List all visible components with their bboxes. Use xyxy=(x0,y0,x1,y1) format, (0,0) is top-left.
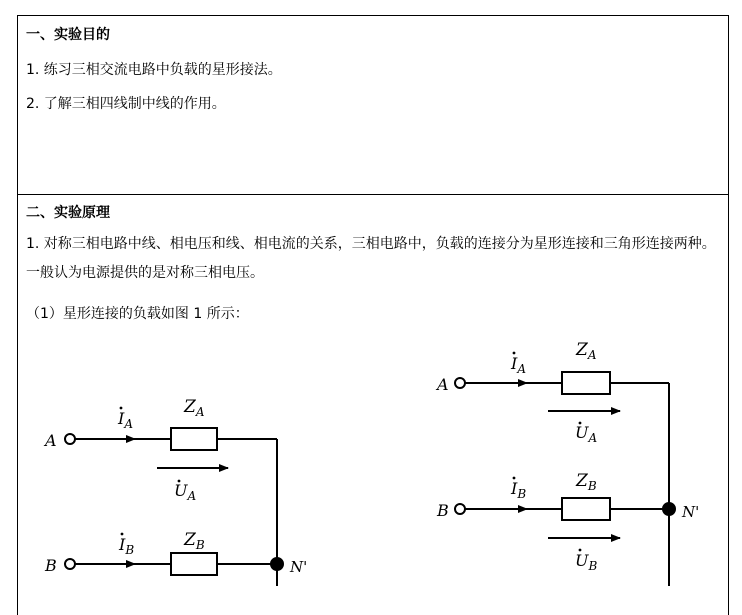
zb-left: $Z_B$ xyxy=(184,530,205,552)
ua-left: $U_A$ xyxy=(174,481,197,503)
terminal-a-left xyxy=(65,434,75,444)
label-n-left: N' xyxy=(290,558,308,576)
impedance-zb-left xyxy=(171,553,217,575)
ia-right: $I_A$ xyxy=(511,354,526,376)
impedance-za-left xyxy=(171,428,217,450)
principle-paragraph: 1. 对称三相电路中线、相电压和线、相电流的关系，三相电路中，负载的连接分为星形连接和三角形连接两种。一般认为电源提供的是对称三相电压。 xyxy=(26,236,716,281)
node-n-left xyxy=(271,558,283,570)
principle-sub-item: （1）星形连接的负载如图 1 所示： xyxy=(26,306,249,322)
ia-left: $I_A$ xyxy=(118,409,133,431)
terminal-b-right xyxy=(455,504,465,514)
impedance-za-right xyxy=(562,372,610,394)
impedance-zb-right xyxy=(562,498,610,520)
zb-right: $Z_B$ xyxy=(576,471,597,493)
label-n-right: N' xyxy=(682,503,700,521)
section2-heading: 二、实验原理 xyxy=(26,205,110,221)
objective-item-1: 1. 练习三相交流电路中负载的星形接法。 xyxy=(26,62,282,78)
left-circuit xyxy=(65,428,283,586)
ua-right: $U_A$ xyxy=(575,423,598,445)
za-right: $Z_A$ xyxy=(576,340,597,362)
terminal-a-right xyxy=(455,378,465,388)
label-b-right: B xyxy=(437,501,449,520)
ub-right: $U_B$ xyxy=(575,551,598,573)
phasor-dots xyxy=(120,352,582,552)
ib-left: $I_B$ xyxy=(119,535,135,557)
terminal-b-left xyxy=(65,559,75,569)
label-a-right: A xyxy=(437,375,449,394)
objective-item-2: 2. 了解三相四线制中线的作用。 xyxy=(26,96,226,112)
za-left: $Z_A$ xyxy=(184,397,205,419)
label-a-left: A xyxy=(45,431,57,450)
ib-right: $I_B$ xyxy=(511,479,527,501)
section1-heading: 一、实验目的 xyxy=(26,27,110,43)
right-circuit xyxy=(455,372,675,586)
node-n-right xyxy=(663,503,675,515)
label-b-left: B xyxy=(45,556,57,575)
